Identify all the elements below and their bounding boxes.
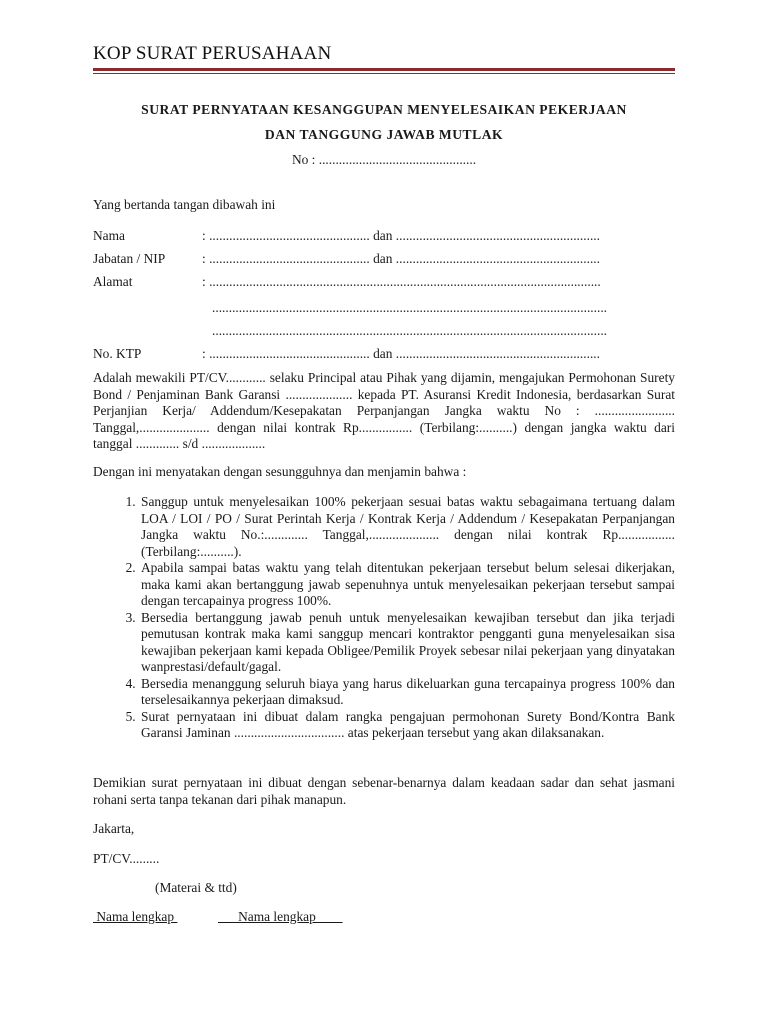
commitment-item: 2. Apabila sampai batas waktu yang telah ditentukan pekerjaan tersebut belum selesai dikerjakan, maka kami akan bertanggung jawab sepenuhnya untuk menyelesaikan pekerjaan tersebut sampai dengan tercapainya progress 100%. xyxy=(139,560,675,610)
company-name: PT/CV......... xyxy=(93,851,160,866)
commitment-list xyxy=(93,494,675,742)
document-number: No : ............................................... xyxy=(291,152,477,167)
field-value-jabatan: : ................................................ dan ............................................................. xyxy=(202,251,600,266)
field-value-alamat: : ..................................................................................................................... xyxy=(202,274,601,289)
place-date: Jakarta, xyxy=(93,821,135,836)
commitment-item: 4. Bersedia menanggung seluruh biaya yang harus dikeluarkan guna tercapainya progress 100% dan terselesaikannya pekerjaan dimaksud. xyxy=(139,676,675,709)
stamp-signature-note: (Materai & ttd) xyxy=(155,880,237,895)
letterhead-rule-thin xyxy=(93,73,675,74)
signature-name-left: Nama lengkap xyxy=(93,909,178,924)
statement-text: Dengan ini menyatakan dengan sesungguhnya dan menjamin bahwa : xyxy=(93,464,467,479)
field-value-alamat-cont1: ...................................................................................................................... xyxy=(212,300,608,315)
paragraph-representation: Adalah mewakili PT/CV............ selaku Principal atau Pihak yang dijamin, mengajukan Permohonan Surety Bond / Penjaminan Bank Garansi .................... kepada PT. Asuransi Kredit Indonesia, berdasarkan Surat Perjanjian Kerja/ Addendum/Kesepakatan Perpanjangan Jangka waktu No : ........................ Tanggal,..................... dengan nilai kontrak Rp................ (Terbilang:..........) dengan jangka waktu dari tanggal ............. s/d ................... xyxy=(93,370,675,451)
commitment-item: 1. Sanggup untuk menyelesaikan 100% pekerjaan sesuai batas waktu sebagaimana tertuang dalam LOA / LOI / PO / Surat Perintah Kerja / Kontrak Kerja / Addendum / Kesepakatan Perpanjangan Jangka waktu No.:............. Tanggal,..................... dengan nilai kontrak Rp................. (Terbilang:..........). xyxy=(139,494,675,560)
field-value-alamat-cont2: ...................................................................................................................... xyxy=(212,323,608,338)
signature-name-right: Nama lengkap xyxy=(218,909,343,924)
closing-paragraph: Demikian surat pernyataan ini dibuat dengan sebenar-benarnya dalam keadaan sadar dan sehat jasmani rohani serta tanpa tekanan dari pihak manapun. xyxy=(93,775,675,807)
document-title-line1: SURAT PERNYATAAN KESANGGUPAN MENYELESAIKAN PEKERJAAN xyxy=(141,102,627,117)
field-value-ktp: : ................................................ dan ............................................................. xyxy=(202,346,600,361)
commitment-item: 5. Surat pernyataan ini dibuat dalam rangka pengajuan permohonan Surety Bond/Kontra Bank Garansi Jaminan ................................. atas pekerjaan tersebut yang akan dilaksanakan. xyxy=(139,709,675,742)
field-label-alamat: Alamat xyxy=(93,274,133,289)
letterhead-title: KOP SURAT PERUSAHAAN xyxy=(93,43,332,64)
field-label-jabatan: Jabatan / NIP xyxy=(93,251,166,266)
letterhead-rule-thick xyxy=(93,68,675,71)
field-label-ktp: No. KTP xyxy=(93,346,142,361)
document-title-line2: DAN TANGGUNG JAWAB MUTLAK xyxy=(264,127,504,142)
field-label-nama: Nama xyxy=(93,228,125,243)
intro-text: Yang bertanda tangan dibawah ini xyxy=(93,197,276,212)
field-value-nama: : ................................................ dan ............................................................. xyxy=(202,228,600,243)
commitment-item: 3. Bersedia bertanggung jawab penuh untuk menyelesaikan kewajiban tersebut dan jika terjadi pemutusan kontrak maka kami sanggup mencari kontraktor pengganti guna menyelesaikan sisa kewajiban pekerjaan kami kepada Obligee/Pemilik Proyek sebesar nilai pekerjaan yang dinyatakan wanprestasi/default/gagal. xyxy=(139,610,675,676)
